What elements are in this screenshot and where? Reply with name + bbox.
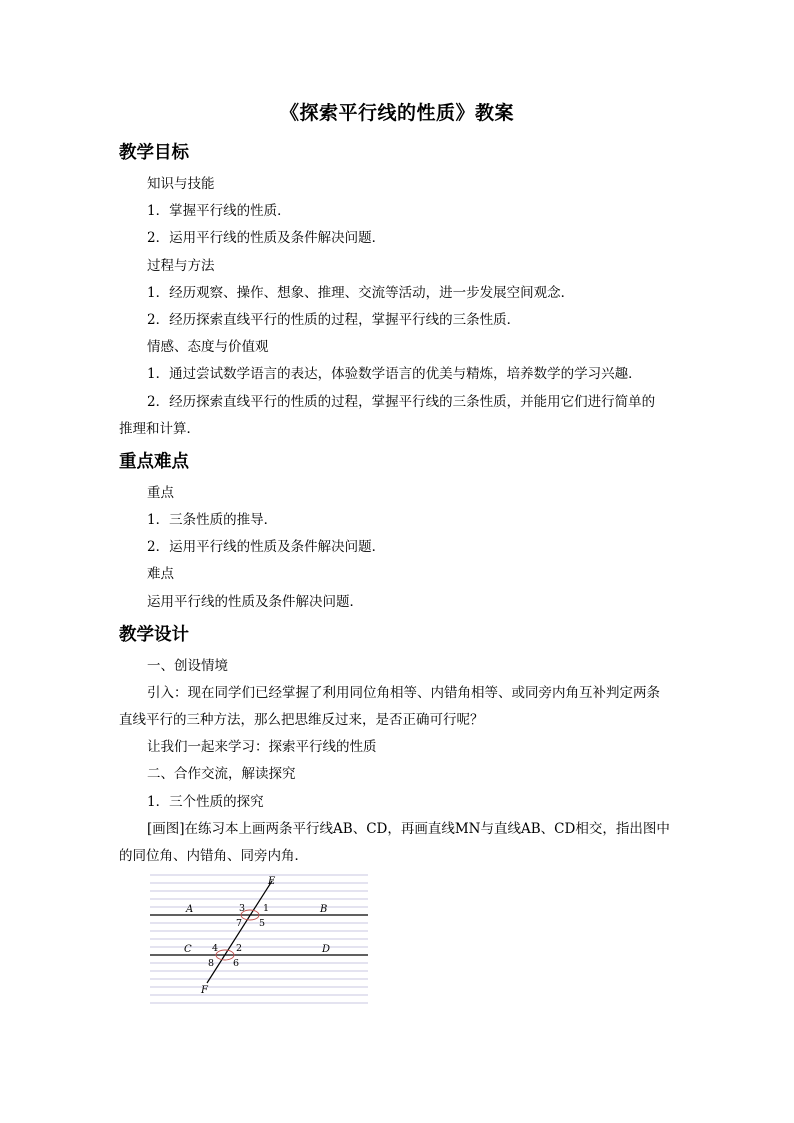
angle-label-5: 5 — [259, 918, 266, 929]
lets-learn-line: 让我们一起来学习：探索平行线的性质 — [147, 739, 377, 755]
angle-label-7: 7 — [236, 918, 243, 929]
design-step-1: 一、创设情境 — [147, 658, 228, 674]
angle-label-6: 6 — [233, 958, 240, 969]
label-d: D — [322, 944, 331, 955]
process-item-2: 2．经历探索直线平行的性质的过程，掌握平行线的三条性质． — [147, 312, 521, 328]
label-knowledge-skills: 知识与技能 — [147, 176, 215, 192]
heading-key-difficult-points: 重点难点 — [119, 452, 189, 472]
intro-line-1: 引入：现在同学们已经掌握了利用同位角相等、内错角相等、或同旁内角互补判定两条 — [147, 685, 660, 701]
page-title: 《探索平行线的性质》教案 — [279, 102, 514, 124]
emotion-item-1: 1．通过尝试数学语言的表达，体验数学语言的优美与精炼，培养数学的学习兴趣． — [147, 366, 642, 382]
difficulty-text: 运用平行线的性质及条件解决问题． — [147, 594, 363, 610]
angle-label-1: 1 — [263, 903, 270, 914]
intro-line-2: 直线平行的三种方法，那么把思维反过来，是否正确可行呢？ — [119, 712, 484, 728]
parallel-lines-figure — [150, 873, 368, 1011]
angle-label-4: 4 — [212, 943, 219, 954]
angle-label-8: 8 — [208, 958, 215, 969]
heading-teaching-design: 教学设计 — [119, 625, 189, 645]
process-item-1: 1．经历观察、操作、想象、推理、交流等活动，进一步发展空间观念． — [147, 285, 575, 301]
subsection-1: 1．三个性质的探究 — [147, 794, 264, 810]
knowledge-item-2: 2．运用平行线的性质及条件解决问题． — [147, 230, 386, 246]
focus-item-1: 1．三条性质的推导． — [147, 512, 278, 528]
heading-teaching-goals: 教学目标 — [119, 143, 189, 163]
draw-instruction-line-2: 的同位角、内错角、同旁内角． — [119, 848, 308, 864]
label-focus: 重点 — [147, 485, 174, 501]
focus-item-2: 2．运用平行线的性质及条件解决问题． — [147, 539, 386, 555]
label-b: B — [320, 904, 328, 915]
label-process-methods: 过程与方法 — [147, 258, 215, 274]
notebook-rulings — [150, 875, 368, 1003]
design-step-2: 二、合作交流，解读探究 — [147, 766, 296, 782]
angle-label-2: 2 — [236, 943, 243, 954]
label-a: A — [186, 904, 194, 915]
label-c: C — [184, 944, 192, 955]
knowledge-item-1: 1．掌握平行线的性质． — [147, 203, 291, 219]
angle-label-3: 3 — [239, 903, 246, 914]
emotion-item-2-line2: 推理和计算． — [119, 421, 200, 437]
label-difficulty: 难点 — [147, 566, 174, 582]
transversal-ef — [207, 881, 272, 983]
label-e: E — [268, 876, 276, 887]
emotion-item-2-line1: 2．经历探索直线平行的性质的过程，掌握平行线的三条性质，并能用它们进行简单的 — [147, 394, 656, 410]
label-f: F — [201, 985, 208, 996]
draw-instruction-line-1: [画图]在练习本上画两条平行线AB、CD，再画直线MN与直线AB、CD相交，指出图中 — [147, 821, 670, 837]
label-emotion-values: 情感、态度与价值观 — [147, 339, 269, 355]
